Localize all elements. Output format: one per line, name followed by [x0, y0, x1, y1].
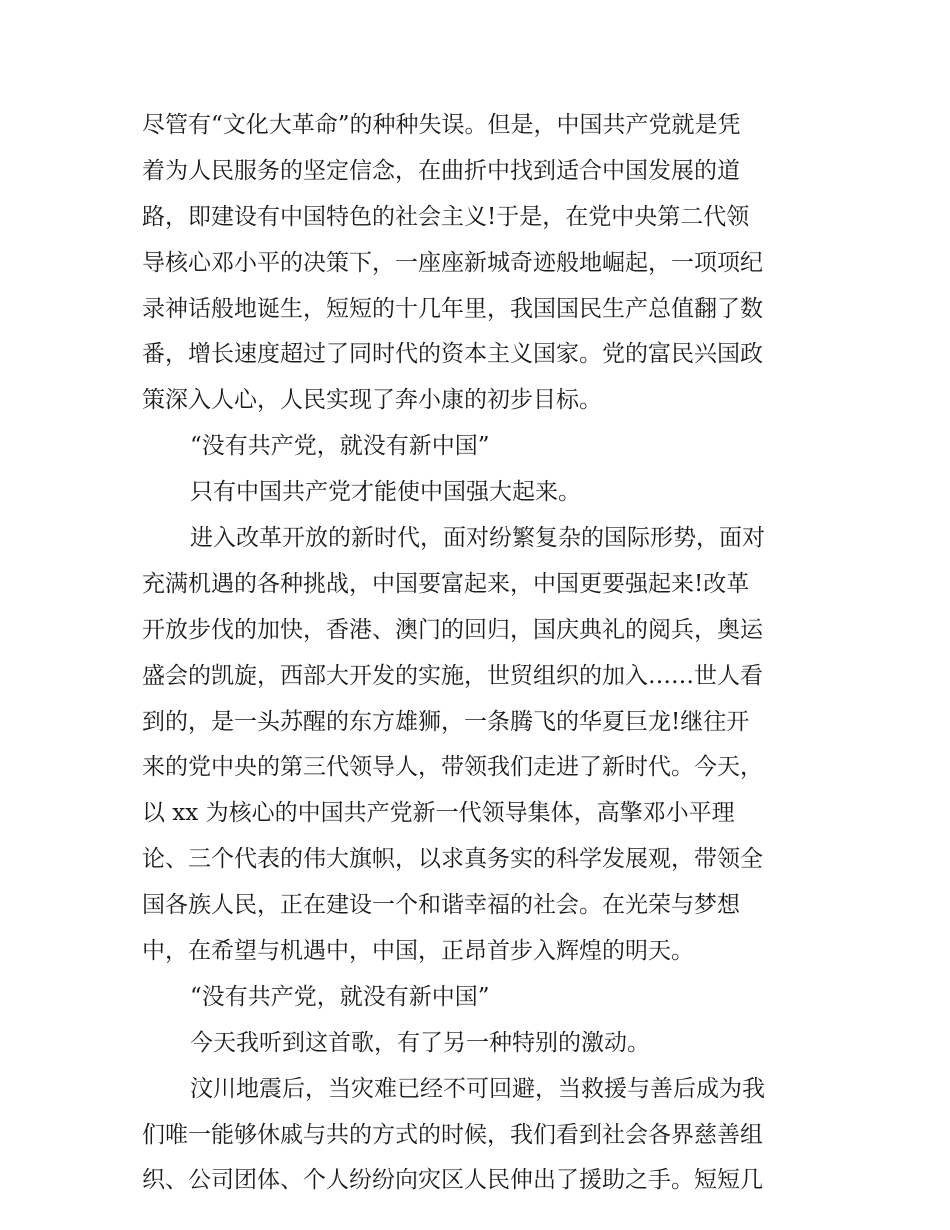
text-line: 着为人民服务的坚定信念，在曲折中找到适合中国发展的道 — [142, 157, 740, 184]
text-line: 策深入人心，人民实现了奔小康的初步目标。 — [142, 387, 602, 414]
text-line: 织、公司团体、个人纷纷向灾区人民伸出了援助之手。短短几 — [142, 1167, 763, 1194]
document-body — [142, 103, 812, 1204]
text-line: 来的党中央的第三代领导人，带领我们走进了新时代。今天， — [142, 754, 763, 781]
text-line: 论、三个代表的伟大旗帜，以求真务实的科学发展观，带领全 — [142, 846, 763, 873]
text-line: 开放步伐的加快，香港、澳门的回归，国庆典礼的阅兵，奥运 — [142, 616, 763, 643]
text-line: 录神话般地诞生，短短的十几年里，我国国民生产总值翻了数 — [142, 295, 763, 322]
text-line: 路，即建设有中国特色的社会主义!于是，在党中央第二代领 — [142, 203, 750, 230]
text-line: 进入改革开放的新时代，面对纷繁复杂的国际形势，面对 — [190, 525, 765, 552]
text-line: 尽管有“文化大革命”的种种失误。但是，中国共产党就是凭 — [142, 112, 741, 138]
text-line: 国各族人民，正在建设一个和谐幸福的社会。在光荣与梦想 — [142, 892, 740, 919]
text-line: 以 xx 为核心的中国共产党新一代领导集体，高擎邓小平理 — [142, 800, 735, 827]
text-line: 中，在希望与机遇中，中国，正昂首步入辉煌的明天。 — [142, 938, 694, 965]
text-line: 充满机遇的各种挑战，中国要富起来，中国更要强起来!改革 — [142, 570, 750, 597]
text-line: 只有中国共产党才能使中国强大起来。 — [190, 479, 581, 506]
text-line: “没有共产党，就没有新中国” — [190, 433, 490, 460]
text-line: 们唯一能够休戚与共的方式的时候，我们看到社会各界慈善组 — [142, 1121, 763, 1148]
text-line: 导核心邓小平的决策下，一座座新城奇迹般地崛起，一项项纪 — [142, 249, 763, 276]
text-line: 盛会的凯旋，西部大开发的实施，世贸组织的加入……世人看 — [142, 662, 763, 689]
text-line: 番，增长速度超过了同时代的资本主义国家。党的富民兴国政 — [142, 341, 763, 368]
text-line: 到的，是一头苏醒的东方雄狮，一条腾飞的华夏巨龙!继往开 — [142, 708, 750, 735]
text-line: “没有共产党，就没有新中国” — [190, 983, 490, 1010]
text-line: 汶川地震后，当灾难已经不可回避，当救援与善后成为我 — [190, 1075, 765, 1102]
text-line: 今天我听到这首歌，有了另一种特别的激动。 — [190, 1029, 650, 1056]
